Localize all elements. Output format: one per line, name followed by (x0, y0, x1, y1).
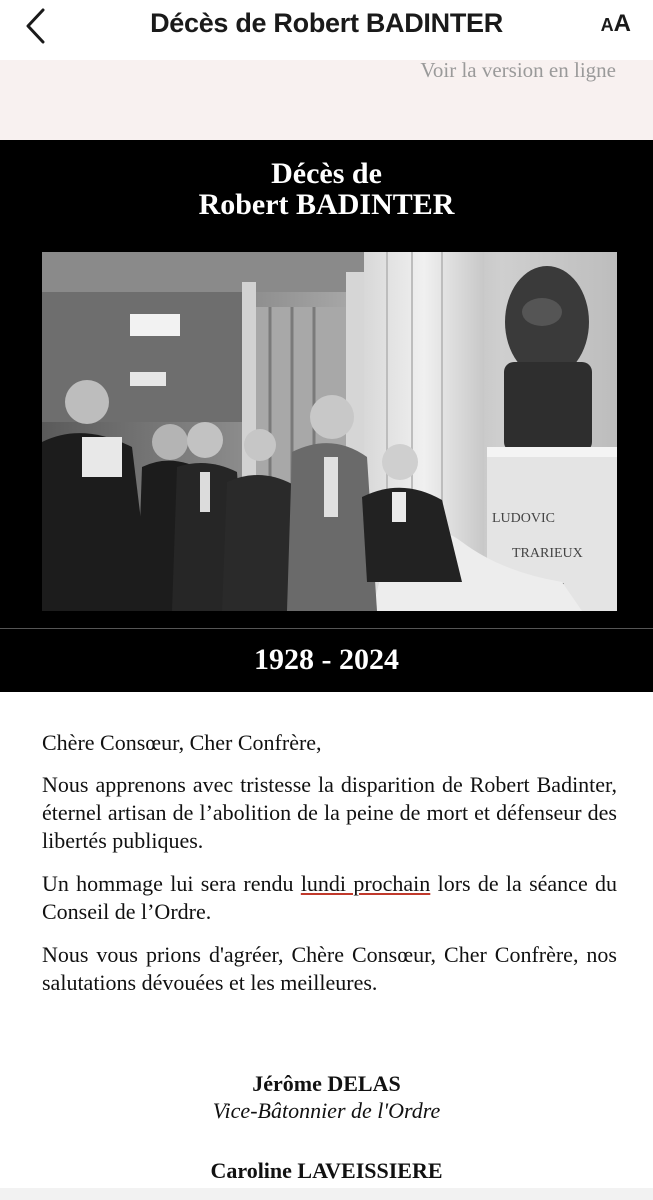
life-years: 1928 - 2024 (254, 643, 399, 676)
bottom-toolbar-edge (0, 1188, 653, 1200)
paragraph-2-start: Un hommage lui sera rendu (42, 871, 301, 896)
view-online-link[interactable]: Voir la version en ligne (420, 58, 616, 82)
signatory-name: Jérôme DELAS (252, 1071, 401, 1096)
text-size-big-icon: A (613, 10, 631, 37)
headline-line-2: Robert BADINTER (198, 188, 455, 221)
letter-paragraph-2 (42, 870, 617, 926)
announcement-headline (0, 158, 653, 220)
headline-line-1: Décès de (271, 157, 382, 190)
paragraph-2-end: lors de la séance du Conseil de l’Ordre. (42, 871, 617, 924)
signatory-role: Vice-Bâtonnier de l'Ordre (212, 1098, 441, 1123)
letter-paragraph-1: Nous apprenons avec tristesse la disparition de Robert Badinter, éternel artisan de l’abolition de la peine de mort et défenseur des libertés publiques. (42, 772, 617, 853)
text-size-small-icon: A (600, 15, 614, 35)
letter-greeting: Chère Consœur, Cher Confrère, (42, 730, 322, 755)
letter-paragraph-3: Nous vous prions d'agréer, Chère Consœur, Cher Confrère, nos salutations dévouées et les meilleures. (42, 942, 617, 995)
nav-bar (0, 0, 653, 60)
announcement-divider (0, 628, 653, 629)
signatory-name: Caroline LAVEISSIERE (210, 1158, 443, 1183)
page-title: Décès de Robert BADINTER (150, 8, 503, 38)
plaque-text-2: TRARIEUX (512, 546, 583, 561)
text-size-button[interactable] (601, 10, 631, 38)
date-link[interactable]: lundi prochain (300, 871, 431, 896)
plaque-text-1: LUDOVIC (492, 511, 555, 526)
memorial-photo (42, 252, 617, 611)
